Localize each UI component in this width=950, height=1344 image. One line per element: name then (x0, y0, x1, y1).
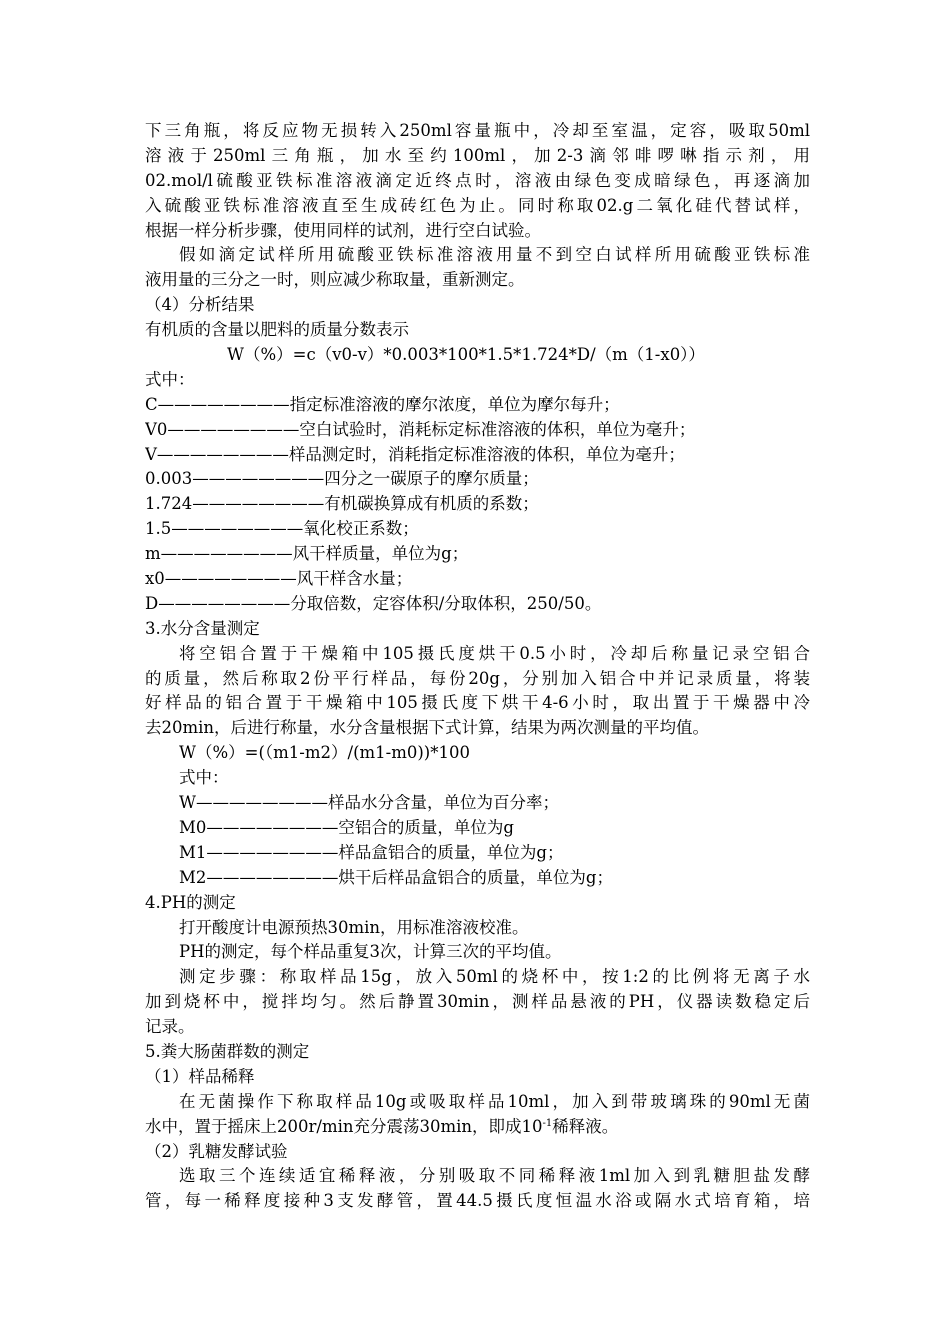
section-heading: （2）乳糖发酵试验 (145, 1141, 288, 1161)
text-line: 式中： (145, 369, 195, 389)
text-line (145, 1115, 810, 1140)
text-line: 加到烧杯中，搅拌均匀。然后静置30min，测样品悬液的PH，仪器读数稳定后 (145, 992, 810, 1012)
text-line: 式中： (179, 768, 229, 788)
text-line: 去20min，后进行称量，水分含量根据下式计算，结果为两次测量的平均值。 (145, 718, 710, 738)
definition-line: 1.5————————氧化校正系数； (145, 519, 419, 539)
section-heading: （1）样品稀释 (145, 1066, 255, 1086)
definition-line: M0————————空铝合的质量，单位为g (179, 817, 514, 837)
document-body (145, 119, 810, 1214)
text-line: PH的测定，每个样品重复3次，计算三次的平均值。 (179, 942, 562, 962)
text-line: 液用量的三分之一时，则应减少称取量，重新测定。 (145, 270, 525, 290)
definition-line: x0————————风干样含水量； (145, 569, 413, 589)
definition-line: C————————指定标准溶液的摩尔浓度，单位为摩尔每升； (145, 394, 620, 414)
definition-line: 0.003————————四分之一碳原子的摩尔质量； (145, 469, 539, 489)
text-line: 有机质的含量以肥料的质量分数表示 (145, 320, 409, 340)
text-line: 下三角瓶，将反应物无损转入250ml容量瓶中，冷却至室温，定容，吸取50ml (145, 121, 810, 140)
text-line: 将空铝合置于干燥箱中105摄氏度烘干0.5小时，冷却后称量记录空铝合 (179, 643, 810, 663)
definition-line: m————————风干样质量，单位为g； (145, 544, 469, 564)
dilution-exponent: -1 (542, 1117, 553, 1129)
text-line: 根据一样分析步骤，使用同样的试剂，进行空白试验。 (145, 220, 541, 240)
definition-line: M2————————烘干后样品盒铝合的质量，单位为g； (179, 867, 613, 887)
text-line: 管，每一稀释度接种3支发酵管，置44.5摄氏度恒温水浴或隔水式培育箱，培 (145, 1191, 810, 1211)
text-line: 选取三个连续适宜稀释液，分别吸取不同稀释液1ml加入到乳糖胆盐发酵 (179, 1166, 810, 1186)
definition-line: D————————分取倍数，定容体积/分取体积，250/50。 (145, 593, 602, 613)
definition-line: W————————样品水分含量，单位为百分率； (179, 793, 559, 813)
text-line: 的质量，然后称取2份平行样品，每份20g，分别加入铝合中并记录质量，将装 (145, 668, 810, 688)
text-line: 记录。 (145, 1017, 195, 1037)
text-line: 02.mol/l硫酸亚铁标准溶液滴定近终点时，溶液由绿色变成暗绿色，再逐滴加 (145, 170, 810, 190)
dilution-text: 水中，置于摇床上200r/min充分震荡30min，即成10 (145, 1116, 543, 1136)
definition-line: 1.724————————有机碳换算成有机质的系数； (145, 494, 539, 514)
text-line: 假如滴定试样所用硫酸亚铁标准溶液用量不到空白试样所用硫酸亚铁标准 (179, 245, 810, 265)
text-line: 在无菌操作下称取样品10g或吸取样品10ml，加入到带玻璃珠的90ml无菌 (179, 1091, 810, 1111)
text-line: 测定步骤：称取样品15g，放入50ml的烧杯中，按1:2的比例将无离子水 (179, 967, 810, 987)
text-line: 打开酸度计电源预热30min，用标准溶液校准。 (179, 917, 529, 937)
formula: W（%）=(（m1-m2）/(m1-m0))*100 (179, 743, 470, 763)
text-line: 入硫酸亚铁标准溶液直至生成砖红色为止。同时称取02.g二氧化硅代替试样， (145, 195, 810, 215)
formula: W（%）=c（v0-v）*0.003*100*1.5*1.724*D/（m（1-x0）） (227, 345, 705, 365)
definition-line: M1————————样品盒铝合的质量，单位为g； (179, 842, 564, 862)
section-heading: 3.水分含量测定 (145, 618, 260, 638)
section-heading: 5.粪大肠菌群数的测定 (145, 1041, 310, 1061)
definition-line: V————————样品测定时，消耗指定标准溶液的体积，单位为毫升； (145, 444, 685, 464)
text-line: 溶液于250ml三角瓶，加水至约100ml，加2-3滴邻啡啰啉指示剂，用 (145, 145, 810, 165)
text-line: 好样品的铝合置于干燥箱中105摄氏度下烘干4-6小时，取出置于干燥器中冷 (145, 693, 810, 713)
section-heading: （4）分析结果 (145, 295, 255, 315)
section-heading: 4.PH的测定 (145, 892, 236, 912)
definition-line: V0————————空白试验时，消耗标定标准溶液的体积，单位为毫升； (145, 419, 696, 439)
dilution-suffix: 稀释液。 (552, 1116, 619, 1136)
